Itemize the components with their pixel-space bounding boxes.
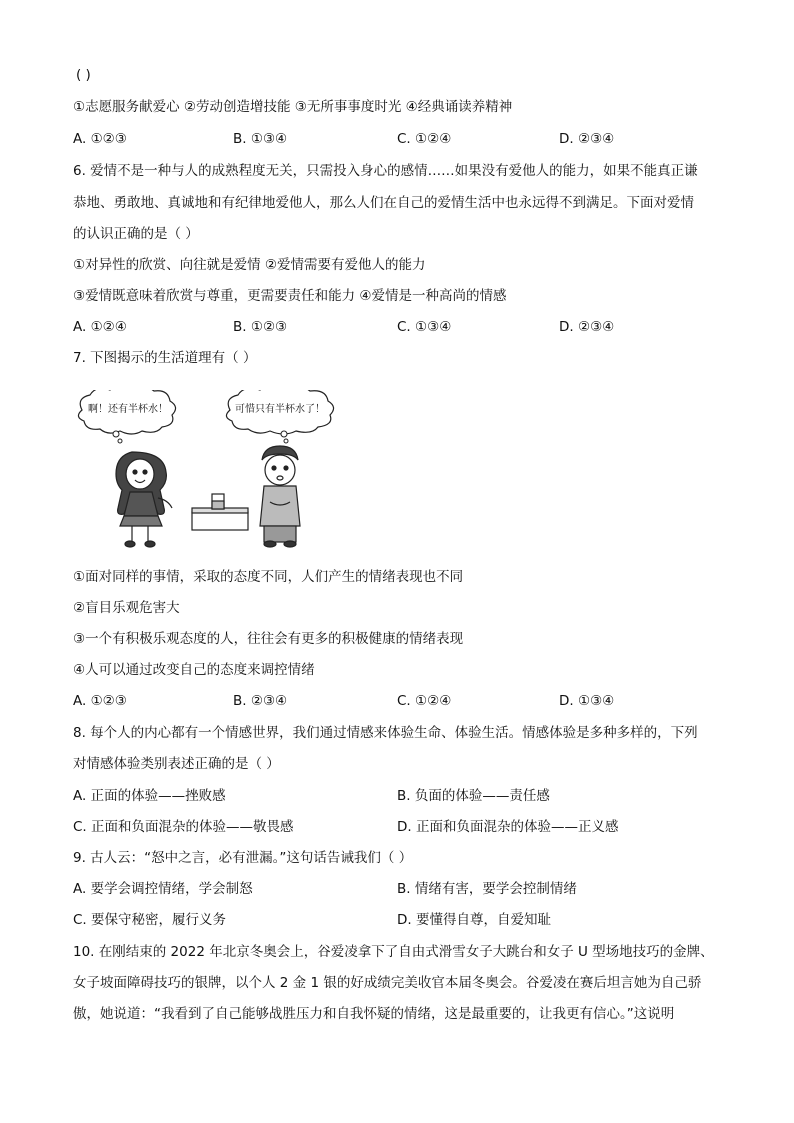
q7-option-d: D. ①③④ <box>559 693 615 709</box>
q6-statement-1: ①对异性的欣赏、向往就是爱情 ②爱情需要有爱他人的能力 <box>73 257 426 273</box>
q7-option-a: A. ①②③ <box>73 693 127 709</box>
table-with-glass <box>192 494 248 530</box>
q10-stem-line-1: 10. 在刚结束的 2022 年北京冬奥会上，谷爱凌拿下了自由式滑雪女子大跳台和女子 U 型场地技巧的金牌、 <box>73 944 714 960</box>
q6-stem-line-2: 恭地、勇敢地、真诚地和有纪律地爱他人，那么人们在自己的爱情生活中也永远得不到满足。下面对爱情 <box>73 195 694 211</box>
boy-figure <box>260 446 300 547</box>
q7-option-c: C. ①②④ <box>397 693 452 709</box>
q5-answer-paren: ( ) <box>76 67 91 83</box>
half-full-glass <box>212 501 224 509</box>
q9-option-a: A. 要学会调控情绪，学会制怒 <box>73 881 253 897</box>
boy-thought-bubble <box>226 390 333 443</box>
q8-option-c: C. 正面和负面混杂的体验——敬畏感 <box>73 819 294 835</box>
half-glass-illustration <box>72 390 372 550</box>
q7-option-b: B. ②③④ <box>233 693 288 709</box>
q8-option-a: A. 正面的体验——挫败感 <box>73 788 226 804</box>
q6-stem-line-3: 的认识正确的是（ ） <box>73 226 199 242</box>
q6-option-d: D. ②③④ <box>559 319 615 335</box>
q5-option-a: A. ①②③ <box>73 131 127 147</box>
q5-statements: ①志愿服务献爱心 ②劳动创造增技能 ③无所事事度时光 ④经典诵读养精神 <box>73 99 513 115</box>
q9-option-c: C. 要保守秘密，履行义务 <box>73 912 227 928</box>
q7-stem: 7. 下图揭示的生活道理有（ ） <box>73 350 257 366</box>
q9-option-d: D. 要懂得自尊，自爱知耻 <box>397 912 551 928</box>
girl-figure <box>116 452 172 547</box>
q7-statement-4: ④人可以通过改变自己的态度来调控情绪 <box>73 662 315 678</box>
q7-statement-2: ②盲目乐观危害大 <box>73 600 180 616</box>
q9-option-b: B. 情绪有害，要学会控制情绪 <box>397 881 577 897</box>
q8-stem-line-1: 8. 每个人的内心都有一个情感世界，我们通过情感来体验生命、体验生活。情感体验是多种多样的，下列 <box>73 725 698 741</box>
girl-bubble-text: 啊！还有半杯水！ <box>88 404 168 415</box>
girl-thought-bubble <box>78 390 175 443</box>
q8-option-b: B. 负面的体验——责任感 <box>397 788 550 804</box>
q5-option-c: C. ①②④ <box>397 131 452 147</box>
q9-stem: 9. 古人云：“怒中之言，必有泄漏。”这句话告诫我们（ ） <box>73 850 413 866</box>
q8-option-d: D. 正面和负面混杂的体验——正义感 <box>397 819 619 835</box>
q8-stem-line-2: 对情感体验类别表述正确的是（ ） <box>73 756 280 772</box>
q6-option-c: C. ①③④ <box>397 319 452 335</box>
q10-stem-line-2: 女子坡面障碍技巧的银牌，以个人 2 金 1 银的好成绩完美收官本届冬奥会。谷爱凌在赛后坦言她为自己骄 <box>73 975 702 991</box>
q10-stem-line-3: 傲，她说道：“我看到了自己能够战胜压力和自我怀疑的情绪，这是最重要的，让我更有信心。”这说明 <box>73 1006 675 1022</box>
q6-stem-line-1: 6. 爱情不是一种与人的成熟程度无关，只需投入身心的感情……如果没有爱他人的能力，如果不能真正谦 <box>73 163 698 179</box>
cartoon-svg <box>72 390 372 550</box>
q5-option-b: B. ①③④ <box>233 131 288 147</box>
q6-option-a: A. ①②④ <box>73 319 127 335</box>
boy-bubble-text: 可惜只有半杯水了！ <box>235 404 325 415</box>
q5-option-d: D. ②③④ <box>559 131 615 147</box>
q6-option-b: B. ①②③ <box>233 319 288 335</box>
q7-statement-1: ①面对同样的事情，采取的态度不同，人们产生的情绪表现也不同 <box>73 569 464 585</box>
q6-statement-2: ③爱情既意味着欣赏与尊重，更需要责任和能力 ④爱情是一种高尚的情感 <box>73 288 507 304</box>
q7-statement-3: ③一个有积极乐观态度的人，往往会有更多的积极健康的情绪表现 <box>73 631 464 647</box>
